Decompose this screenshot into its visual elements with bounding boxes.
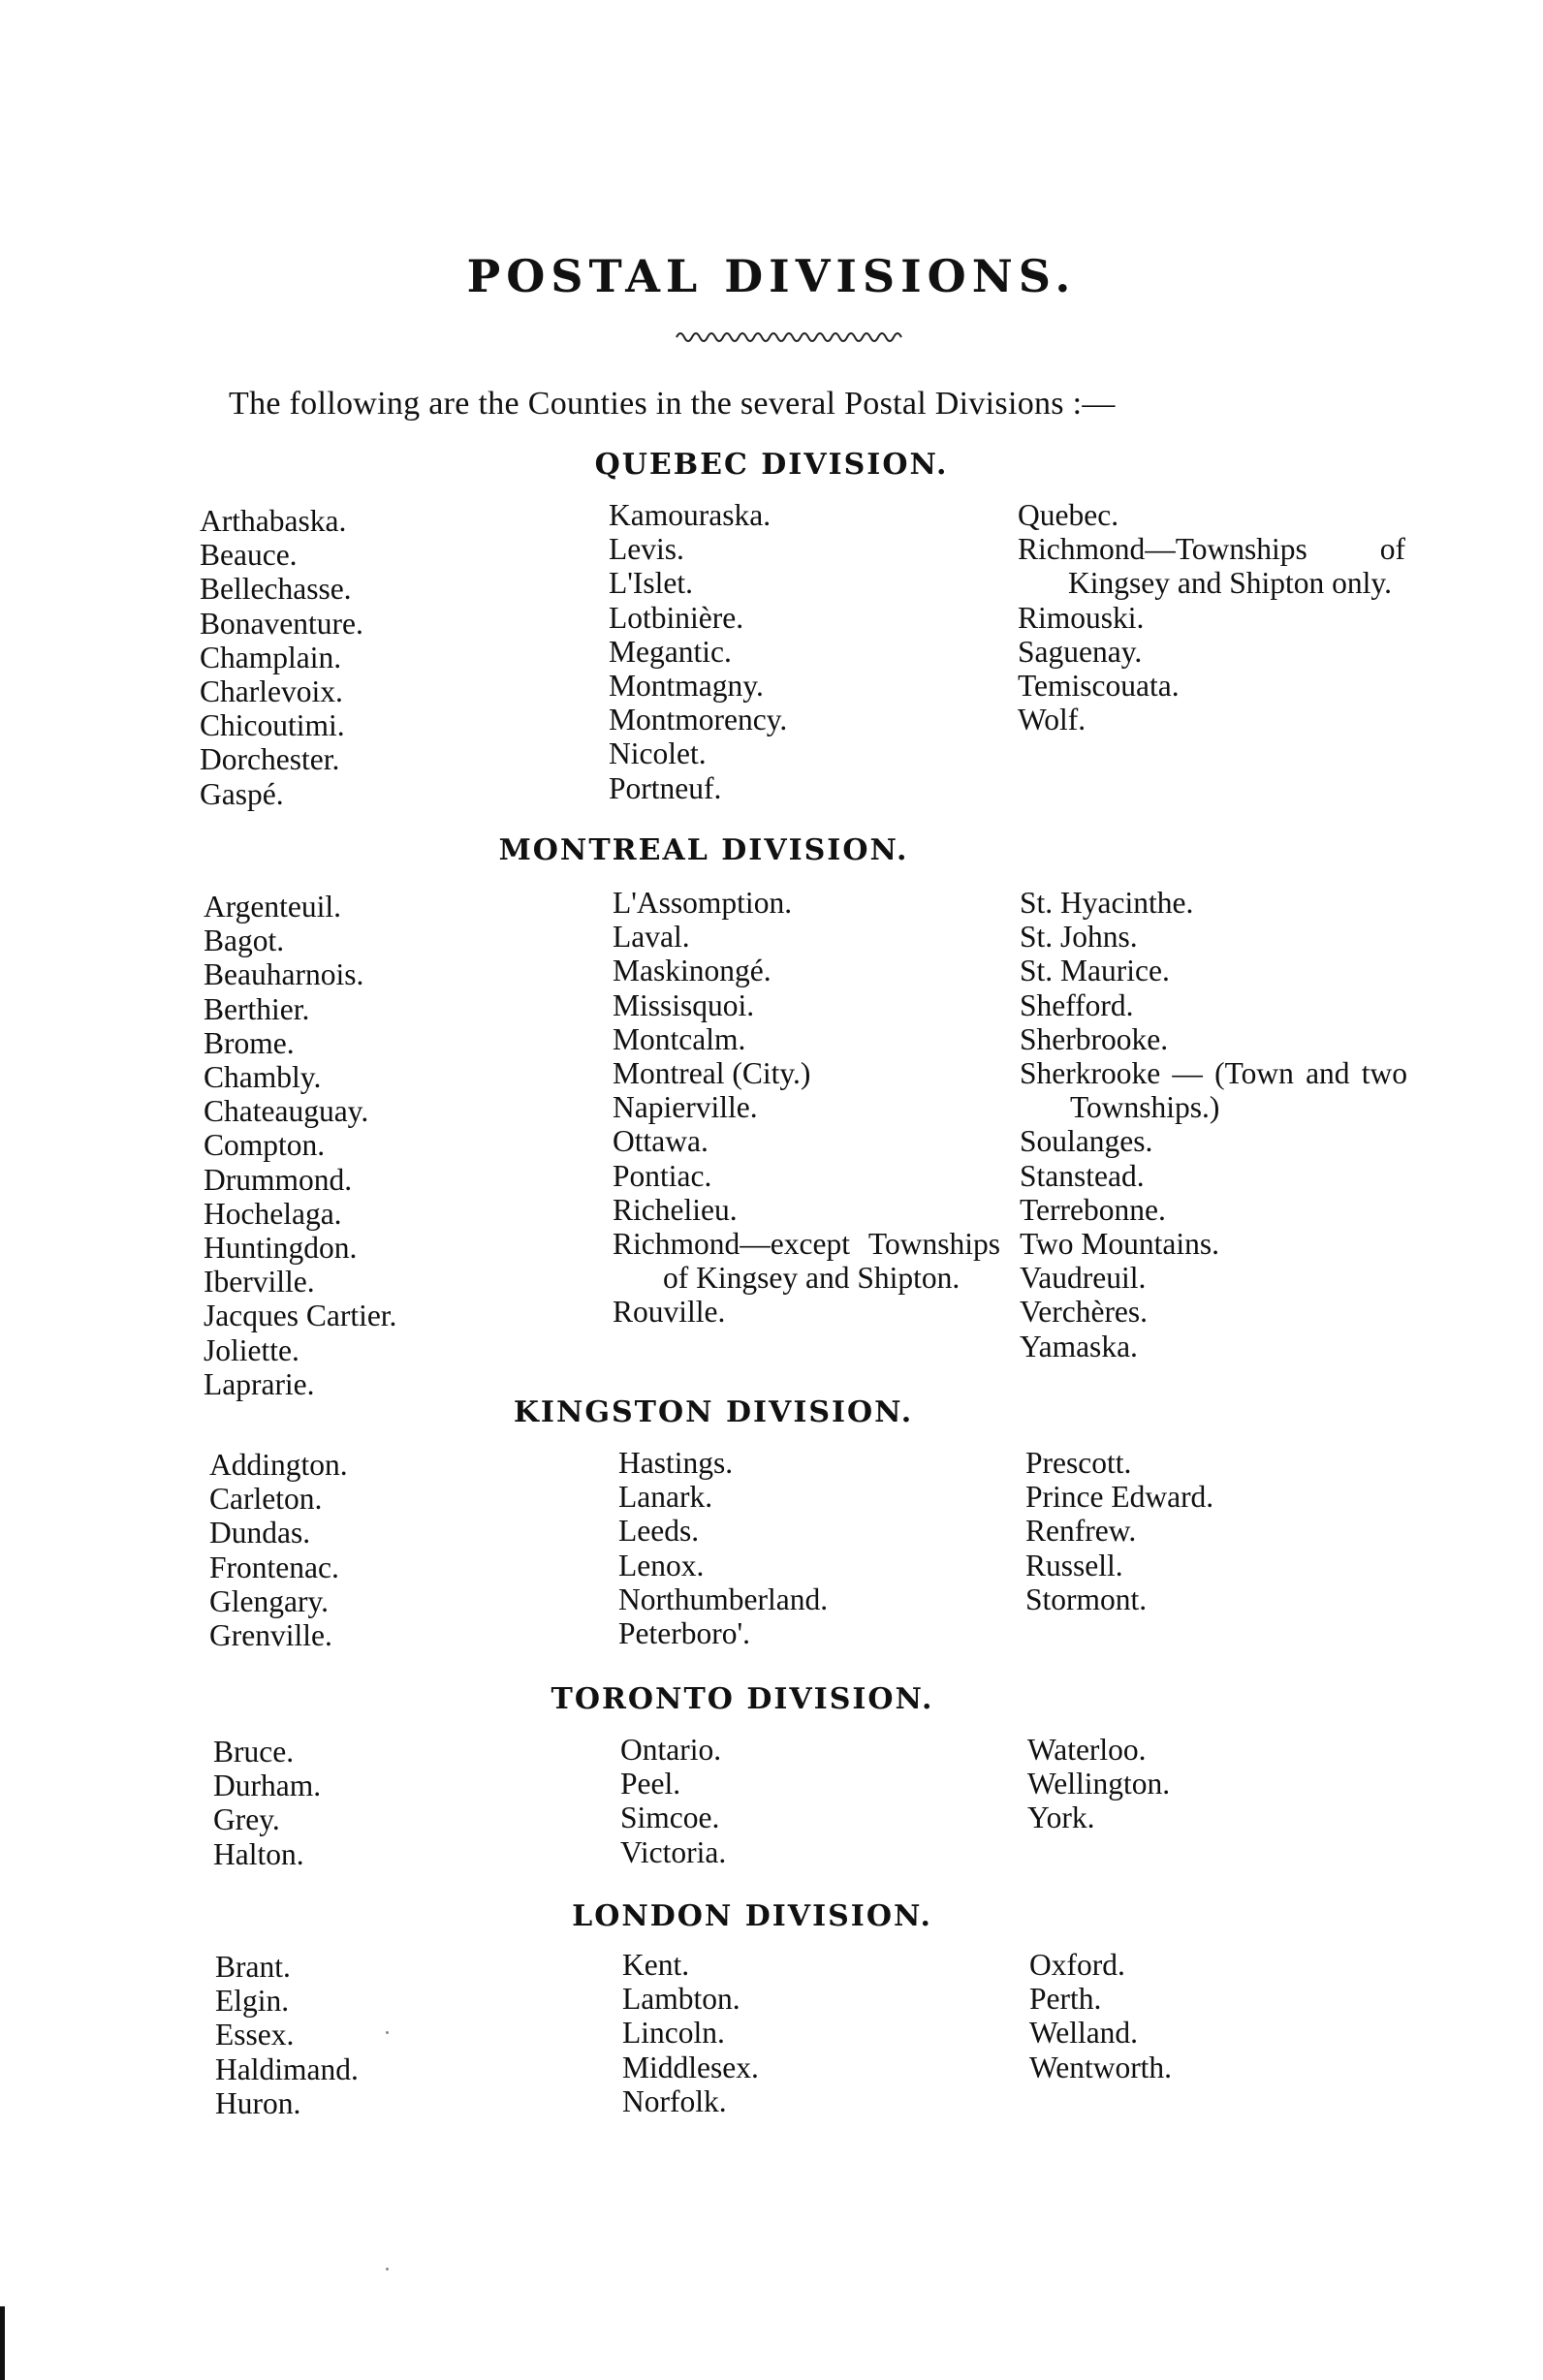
county-entry: Berthier. — [204, 991, 310, 1026]
london-column-2 — [622, 1948, 1029, 2118]
county-entry: Champlain. — [200, 640, 342, 674]
county-entry: Jacques Cartier. — [204, 1299, 397, 1333]
binding-edge-mark — [0, 2306, 5, 2380]
county-entry: Sherbrooke. — [1020, 1021, 1169, 1056]
county-entry: Rimouski. — [1018, 600, 1145, 635]
county-entry: Richmond—except Townships of Kingsey and Shipton. — [613, 1227, 1000, 1296]
county-entry: Carleton. — [209, 1482, 323, 1517]
county-entry: Oxford. — [1029, 1948, 1125, 1982]
county-entry: L'Islet. — [609, 566, 694, 601]
county-entry: Joliette. — [204, 1332, 299, 1367]
county-entry: Bagot. — [204, 924, 285, 958]
county-entry: Maskinongé. — [613, 954, 772, 988]
county-entry: Middlesex. — [622, 2050, 759, 2084]
county-entry: Drummond. — [204, 1162, 353, 1197]
county-entry: Rouville. — [613, 1295, 726, 1330]
london-column-3 — [1029, 1948, 1417, 2084]
london-division-heading: LONDON DIVISION. — [572, 1899, 932, 1933]
county-entry: Leeds. — [618, 1514, 700, 1549]
county-entry: Beauce. — [200, 538, 298, 573]
county-entry: Prescott. — [1025, 1446, 1132, 1480]
county-entry: Northumberland. — [618, 1581, 829, 1616]
county-entry: Gaspé. — [200, 776, 284, 811]
county-entry: Temiscouata. — [1018, 669, 1180, 704]
kingston-column-3 — [1025, 1446, 1413, 1616]
county-entry: Kent. — [622, 1948, 690, 1982]
intro-text: The following are the Counties in the several Postal Divisions :— — [229, 386, 1116, 422]
kingston-column-2 — [618, 1446, 1025, 1650]
county-entry: Brant. — [215, 1950, 291, 1984]
county-entry: Welland. — [1029, 2016, 1139, 2051]
quebec-column-2 — [609, 498, 1016, 805]
county-entry: Compton. — [204, 1128, 326, 1163]
kingston-division-heading: KINGSTON DIVISION. — [513, 1395, 914, 1429]
county-entry: Wentworth. — [1029, 2050, 1173, 2084]
county-entry: Halton. — [213, 1836, 304, 1871]
county-entry: Norfolk. — [622, 2083, 727, 2118]
county-entry: Arthabaska. — [200, 504, 347, 538]
county-entry: Ottawa. — [613, 1124, 709, 1159]
county-entry: Yamaska. — [1020, 1329, 1138, 1363]
quebec-column-3 — [1018, 498, 1405, 736]
county-entry: Haldimand. — [215, 2051, 359, 2086]
county-entry: Durham. — [213, 1769, 322, 1803]
county-entry: St. Johns. — [1020, 920, 1138, 955]
county-entry: Hastings. — [618, 1446, 734, 1480]
county-entry: Missisquoi. — [613, 987, 755, 1022]
county-entry: Levis. — [609, 532, 684, 567]
county-entry: Lanark. — [618, 1480, 713, 1515]
county-entry: St. Hyacinthe. — [1020, 886, 1194, 920]
county-entry: Lotbinière. — [609, 600, 744, 635]
county-entry: Renfrew. — [1025, 1514, 1137, 1549]
county-entry: Laprarie. — [204, 1366, 315, 1401]
ink-speck — [386, 2268, 389, 2270]
county-entry: Portneuf. — [609, 770, 722, 805]
county-entry: Terrebonne. — [1020, 1192, 1166, 1227]
county-entry: Simcoe. — [620, 1801, 720, 1835]
county-entry: Chambly. — [204, 1060, 322, 1095]
county-entry: Pontiac. — [613, 1158, 712, 1193]
toronto-column-1 — [213, 1735, 321, 1871]
county-entry: Vaudreuil. — [1020, 1261, 1147, 1296]
county-entry: Montreal (City.) — [613, 1056, 811, 1091]
toronto-column-3 — [1027, 1733, 1415, 1835]
montreal-division-heading: MONTREAL DIVISION. — [498, 833, 909, 867]
county-entry: Brome. — [204, 1025, 295, 1060]
county-entry: Quebec. — [1018, 498, 1119, 532]
county-entry: Peterboro'. — [618, 1616, 751, 1651]
county-entry: Richmond—Townships of Kingsey and Shipton only. — [1018, 532, 1405, 601]
montreal-column-3 — [1020, 886, 1407, 1363]
county-entry: Elgin. — [215, 1984, 290, 2019]
county-entry: Essex. — [215, 2018, 295, 2052]
county-entry: Chateauguay. — [204, 1094, 369, 1129]
county-entry: Wellington. — [1027, 1767, 1171, 1801]
county-entry: Charlevoix. — [200, 674, 343, 709]
county-entry: St. Maurice. — [1020, 954, 1170, 988]
county-entry: Lenox. — [618, 1548, 705, 1582]
county-entry: Stanstead. — [1020, 1158, 1145, 1193]
county-entry: Napierville. — [613, 1090, 758, 1125]
county-entry: Hochelaga. — [204, 1196, 342, 1231]
county-entry: Bonaventure. — [200, 606, 363, 641]
montreal-column-2 — [613, 886, 1000, 1330]
quebec-column-1 — [200, 504, 363, 811]
london-column-1 — [215, 1950, 359, 2120]
county-entry: Lincoln. — [622, 2016, 725, 2051]
toronto-division-heading: TORONTO DIVISION. — [551, 1682, 934, 1716]
county-entry: Prince Edward. — [1025, 1480, 1214, 1515]
county-entry: Huntingdon. — [204, 1231, 358, 1266]
county-entry: Lambton. — [622, 1982, 740, 2017]
county-entry: Chicoutimi. — [200, 708, 345, 743]
county-entry: Frontenac. — [209, 1550, 339, 1584]
quebec-division-heading: QUEBEC DIVISION. — [594, 448, 949, 482]
county-entry: Saguenay. — [1018, 634, 1143, 669]
county-entry: L'Assomption. — [613, 886, 793, 920]
montreal-column-1 — [204, 890, 396, 1401]
county-entry: Two Mountains. — [1020, 1227, 1220, 1262]
wavy-rule-ornament — [675, 326, 907, 343]
county-entry: Grenville. — [209, 1618, 332, 1653]
county-entry: Wolf. — [1018, 703, 1086, 737]
page-title: POSTAL DIVISIONS. — [466, 250, 1077, 302]
county-entry: Dundas. — [209, 1516, 311, 1550]
county-entry: Megantic. — [609, 634, 732, 669]
county-entry: Iberville. — [204, 1265, 315, 1300]
county-entry: Bellechasse. — [200, 572, 352, 607]
county-entry: Beauharnois. — [204, 957, 364, 992]
county-entry: York. — [1027, 1801, 1095, 1835]
county-entry: Montcalm. — [613, 1021, 746, 1056]
county-entry: Russell. — [1025, 1548, 1123, 1582]
county-entry: Ontario. — [620, 1733, 722, 1767]
county-entry: Sherkrooke — (Town and two Townships.) — [1020, 1056, 1407, 1125]
county-entry: Stormont. — [1025, 1581, 1148, 1616]
county-entry: Soulanges. — [1020, 1124, 1153, 1159]
county-entry: Nicolet. — [609, 736, 707, 771]
county-entry: Shefford. — [1020, 987, 1134, 1022]
county-entry: Victoria. — [620, 1834, 727, 1869]
county-entry: Perth. — [1029, 1982, 1102, 2017]
county-entry: Peel. — [620, 1767, 681, 1801]
county-entry: Montmagny. — [609, 669, 764, 704]
county-entry: Montmorency. — [609, 703, 788, 737]
county-entry: Waterloo. — [1027, 1733, 1147, 1767]
county-entry: Verchères. — [1020, 1295, 1149, 1330]
county-entry: Richelieu. — [613, 1192, 738, 1227]
toronto-column-2 — [620, 1733, 1027, 1869]
county-entry: Laval. — [613, 920, 690, 955]
county-entry: Huron. — [215, 2085, 301, 2120]
county-entry: Grey. — [213, 1802, 280, 1837]
county-entry: Glengary. — [209, 1583, 330, 1618]
county-entry: Argenteuil. — [204, 890, 342, 924]
ink-speck — [386, 2031, 389, 2034]
kingston-column-1 — [209, 1448, 348, 1652]
county-entry: Dorchester. — [200, 742, 340, 777]
county-entry: Kamouraska. — [609, 498, 772, 532]
county-entry: Addington. — [209, 1448, 348, 1482]
county-entry: Bruce. — [213, 1735, 295, 1769]
